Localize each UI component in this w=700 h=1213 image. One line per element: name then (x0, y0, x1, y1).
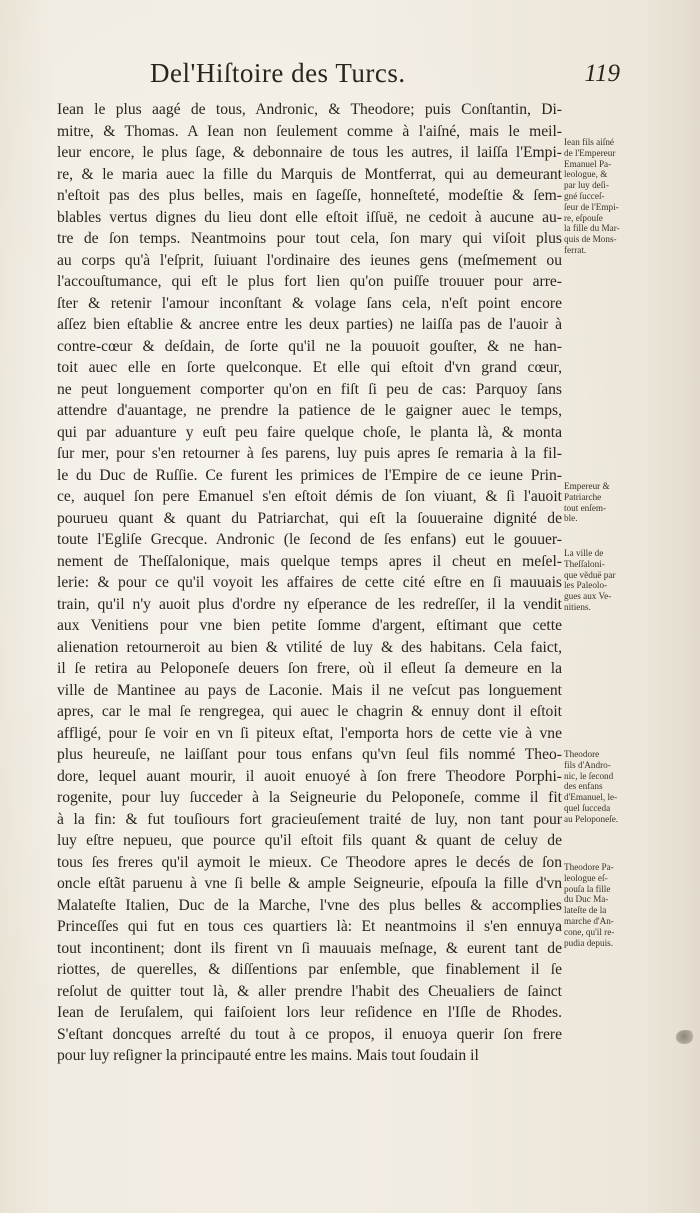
text-line: pour luy reſigner la principauté entre les mains. Mais tout ſoudain il (57, 1047, 479, 1064)
margin-note-line: la fille du Mar- (564, 223, 620, 234)
text-line: tous ſes freres qu'il aymoit le mieux. Ce Theodore apres le decés de ſon (57, 853, 562, 871)
text-line: Malateſte Italien, Duc de la Marche, l'vne des plus belles & accomplies (57, 896, 562, 914)
margin-note-theodore (564, 749, 674, 825)
margin-note-line: nic, le ſecond (564, 770, 614, 781)
text-line: leur encore, le plus ſage, & debonnaire de tous les autres, il laiſſa l'Empi- (57, 144, 562, 161)
text-line: reſolut de quitter tout là, & aller prendre l'habit des Cheualiers de ſainct (57, 982, 562, 1000)
text-line: ville de Mantinee au pays de Laconie. Mais il ne veſcut pas longuement (57, 681, 562, 699)
text-line: il ſe retira au Peloponeſe deuers ſon frere, où il eſleut ſa demeure en la (57, 660, 562, 677)
margin-note-line: ſeur de l'Empi- (564, 201, 619, 212)
text-line: Iean de Ieruſalem, qui faiſoient lors leur reſidence en l'Iſle de Rhodes. (57, 1004, 562, 1021)
text-line: train, qu'il n'y auoit plus d'ordre ny eſperance de les redreſſer, il la vendit (57, 595, 562, 613)
margin-note-line: de l'Empereur (564, 147, 616, 158)
ink-blot (676, 1030, 694, 1044)
text-line: le du Duc de Ruſſie. Ce furent les primices de l'Empire de ce ieune Prin- (57, 466, 562, 484)
text-line: pourueu quant & quant du Patriarchat, qui eſt la ſouueraine dignité de (57, 509, 562, 527)
text-line: blables vertus dignes du lieu dont elle eſtoit iſſuë, ne cedoit à aucune au- (57, 208, 562, 226)
margin-note-line: La ville de (564, 548, 604, 558)
margin-note-line: Theodore (564, 749, 600, 759)
text-line: plus heureuſe, ne laiſſant pour tous enfans qu'vn ſeul fils nommé Theo- (57, 746, 562, 763)
text-line: au corps qu'à l'eſprit, ſuiuant l'ordinaire des ieunes gens (meſmement ou (57, 251, 562, 269)
margin-note-line: marche d'An- (564, 915, 614, 926)
text-line: re, & le maria auec la fille du Marquis de Montferrat, qui au demeurant (57, 165, 562, 183)
running-title: Del'Hiſtoire des Turcs. (150, 58, 406, 88)
text-line: dore, lequel auant mourir, il auoit enuoyé à ſon frere Theodore Porphi- (57, 767, 562, 785)
text-line: ſter & retenir l'amour inconſtant & volage ſans cela, n'eſt point encore (57, 294, 562, 312)
margin-note-line: Emanuel Pa- (564, 158, 612, 169)
margin-note-line: re, eſpouſe (564, 212, 603, 223)
page-header (150, 58, 620, 98)
text-line: aſſez bien eſtablie & ancree entre les deux parties) ne laiſſa pas de l'auoir à (57, 316, 562, 333)
margin-note-line: quel ſucceda (564, 802, 611, 813)
text-line: nement de Theſſalonique, mais quelque temps apres il cheut en meſel- (57, 552, 562, 570)
margin-note-line: tout enſem- (564, 502, 607, 513)
margin-note-line: fils d'Andro- (564, 759, 611, 770)
text-line: oncle eſtãt paruenu à vne ſi belle & ample Seigneurie, eſpouſa la fille d'vn (57, 875, 562, 892)
margin-note-empereur (564, 481, 674, 524)
margin-note-line: Empereur & (564, 481, 610, 491)
margin-note-line: que vẽduë par (564, 569, 616, 580)
margin-note-theodore-paleologue (564, 862, 674, 948)
margin-note-line: gné ſucceſ- (564, 190, 605, 201)
text-line: ne peut longuement comporter qu'on en fiſt ſi peu de cas: Parquoy ſans (57, 380, 562, 398)
text-line: alienation retourneroit au bien & vtilité de luy & des habitans. Cela faict, (57, 638, 562, 656)
text-line: ſur mer, pour s'en retourner à ſes parens, luy puis apres ſe remaria à la fil- (57, 445, 562, 462)
body-text (57, 99, 562, 1067)
text-line: à la fin: & fut touſiours fort gracieuſement traité de luy, non tant pour (57, 810, 562, 828)
text-line: contre-cœur & deſdain, de ſorte qu'il ne la pouuoit gouſter, & ne han- (57, 337, 562, 355)
text-line: rogenite, pour luy ſucceder à la Seigneurie du Peloponeſe, comme il fit (57, 789, 562, 806)
margin-note-line: ferrat. (564, 244, 587, 255)
margin-note-line: Theodore Pa- (564, 862, 614, 872)
text-line: toit auec elle en ſorte quelconque. Et elle qui eſtoit d'vn grand cœur, (57, 359, 562, 376)
text-line: n'eſtoit pas des plus belles, mais en ſageſſe, honneſteté, modeſtie & ſem- (57, 187, 562, 204)
margin-note-line: des enfans (564, 781, 603, 792)
text-line: tre de ſon temps. Neantmoins pour tout cela, ſon mary qui viſoit plus (57, 230, 562, 247)
text-line: toute l'Egliſe Grecque. Andronic (le ſecond de ſes enfans) eut le gouuer- (57, 531, 562, 548)
margin-note-line: pouſa la fille (564, 883, 611, 894)
margin-note-line: gues aux Ve- (564, 591, 612, 602)
margin-note-line: pudia depuis. (564, 937, 613, 948)
margin-note-line: nitiens. (564, 601, 591, 612)
margin-note-line: Iean fils aiſné (564, 137, 614, 147)
text-line: aux Venitiens pour vne bien petite ſomme d'argent, eſtimant que cette (57, 617, 562, 634)
margin-note-line: au Peloponeſe. (564, 813, 619, 824)
text-line: mitre, & Thomas. A Iean non ſeulement comme à l'aiſné, mais le meil- (57, 122, 562, 140)
text-line: l'accouſtumance, qui eſt le plus fort lien qu'on puiſſe trouuer pour arre- (57, 273, 562, 290)
margin-note-line: ble. (564, 513, 578, 524)
margin-note-line: par luy deſi- (564, 180, 609, 191)
text-line: Iean le plus aagé de tous, Andronic, & Theodore; puis Conſtantin, Di- (57, 101, 562, 118)
text-line: qui par aduanture y euſt peu faire quelque choſe, le planta là, & monta (57, 423, 562, 441)
text-line: luy eſtre nepueu, que pource qu'il eſtoit fils quant & quant de celuy de (57, 832, 562, 849)
text-line: riottes, de querelles, & diſſentions par enſemble, que finablement il ſe (57, 961, 562, 978)
margin-note-line: Theſſaloni- (564, 558, 605, 569)
margin-note-line: lateſte de la (564, 905, 607, 916)
text-line: attendre d'auantage, ne prendre la patience de le gaigner auec le temps, (57, 402, 562, 419)
margin-note-line: cone, qu'il re- (564, 926, 615, 937)
text-line: tout incontinent; dont ils firent vn ſi mauuais meſnage, & eurent tant de (57, 939, 562, 957)
margin-note-line: Patriarche (564, 491, 602, 502)
text-line: lerie: & pour ce qu'il voyoit les affaires de cette cité eſtre en ſi mauuais (57, 574, 562, 591)
text-line: S'eſtant doncques arreſté du tout à ce propos, il enuoya querir ſon frere (57, 1025, 562, 1043)
margin-note-line: leologue eſ- (564, 872, 608, 883)
margin-note-line: les Paleolo- (564, 580, 608, 591)
margin-note-line: quis de Mons- (564, 234, 617, 245)
page-number: 119 (584, 60, 620, 87)
margin-note-line: leologue, & (564, 169, 608, 180)
text-line: affligé, pour ſe voir en vn ſi piteux eſtat, l'emporta hors de cette vie à vne (57, 724, 562, 742)
margin-note-line: d'Emanuel, le- (564, 792, 618, 803)
margin-note-iean (564, 137, 674, 256)
text-line: apres, car le mal ſe rengregea, qui auec le chagrin & ennuy dont il eſtoit (57, 703, 562, 720)
margin-note-line: du Duc Ma- (564, 894, 609, 905)
margin-note-thessalonique (564, 548, 674, 613)
text-line: ce, auquel ſon pere Emanuel s'en eſtoit démis de ſon viuant, & ſi l'auoit (57, 488, 562, 505)
text-line: Princeſſes qui fut en tous ces quartiers là: Et neantmoins il s'en ennuya (57, 918, 562, 935)
